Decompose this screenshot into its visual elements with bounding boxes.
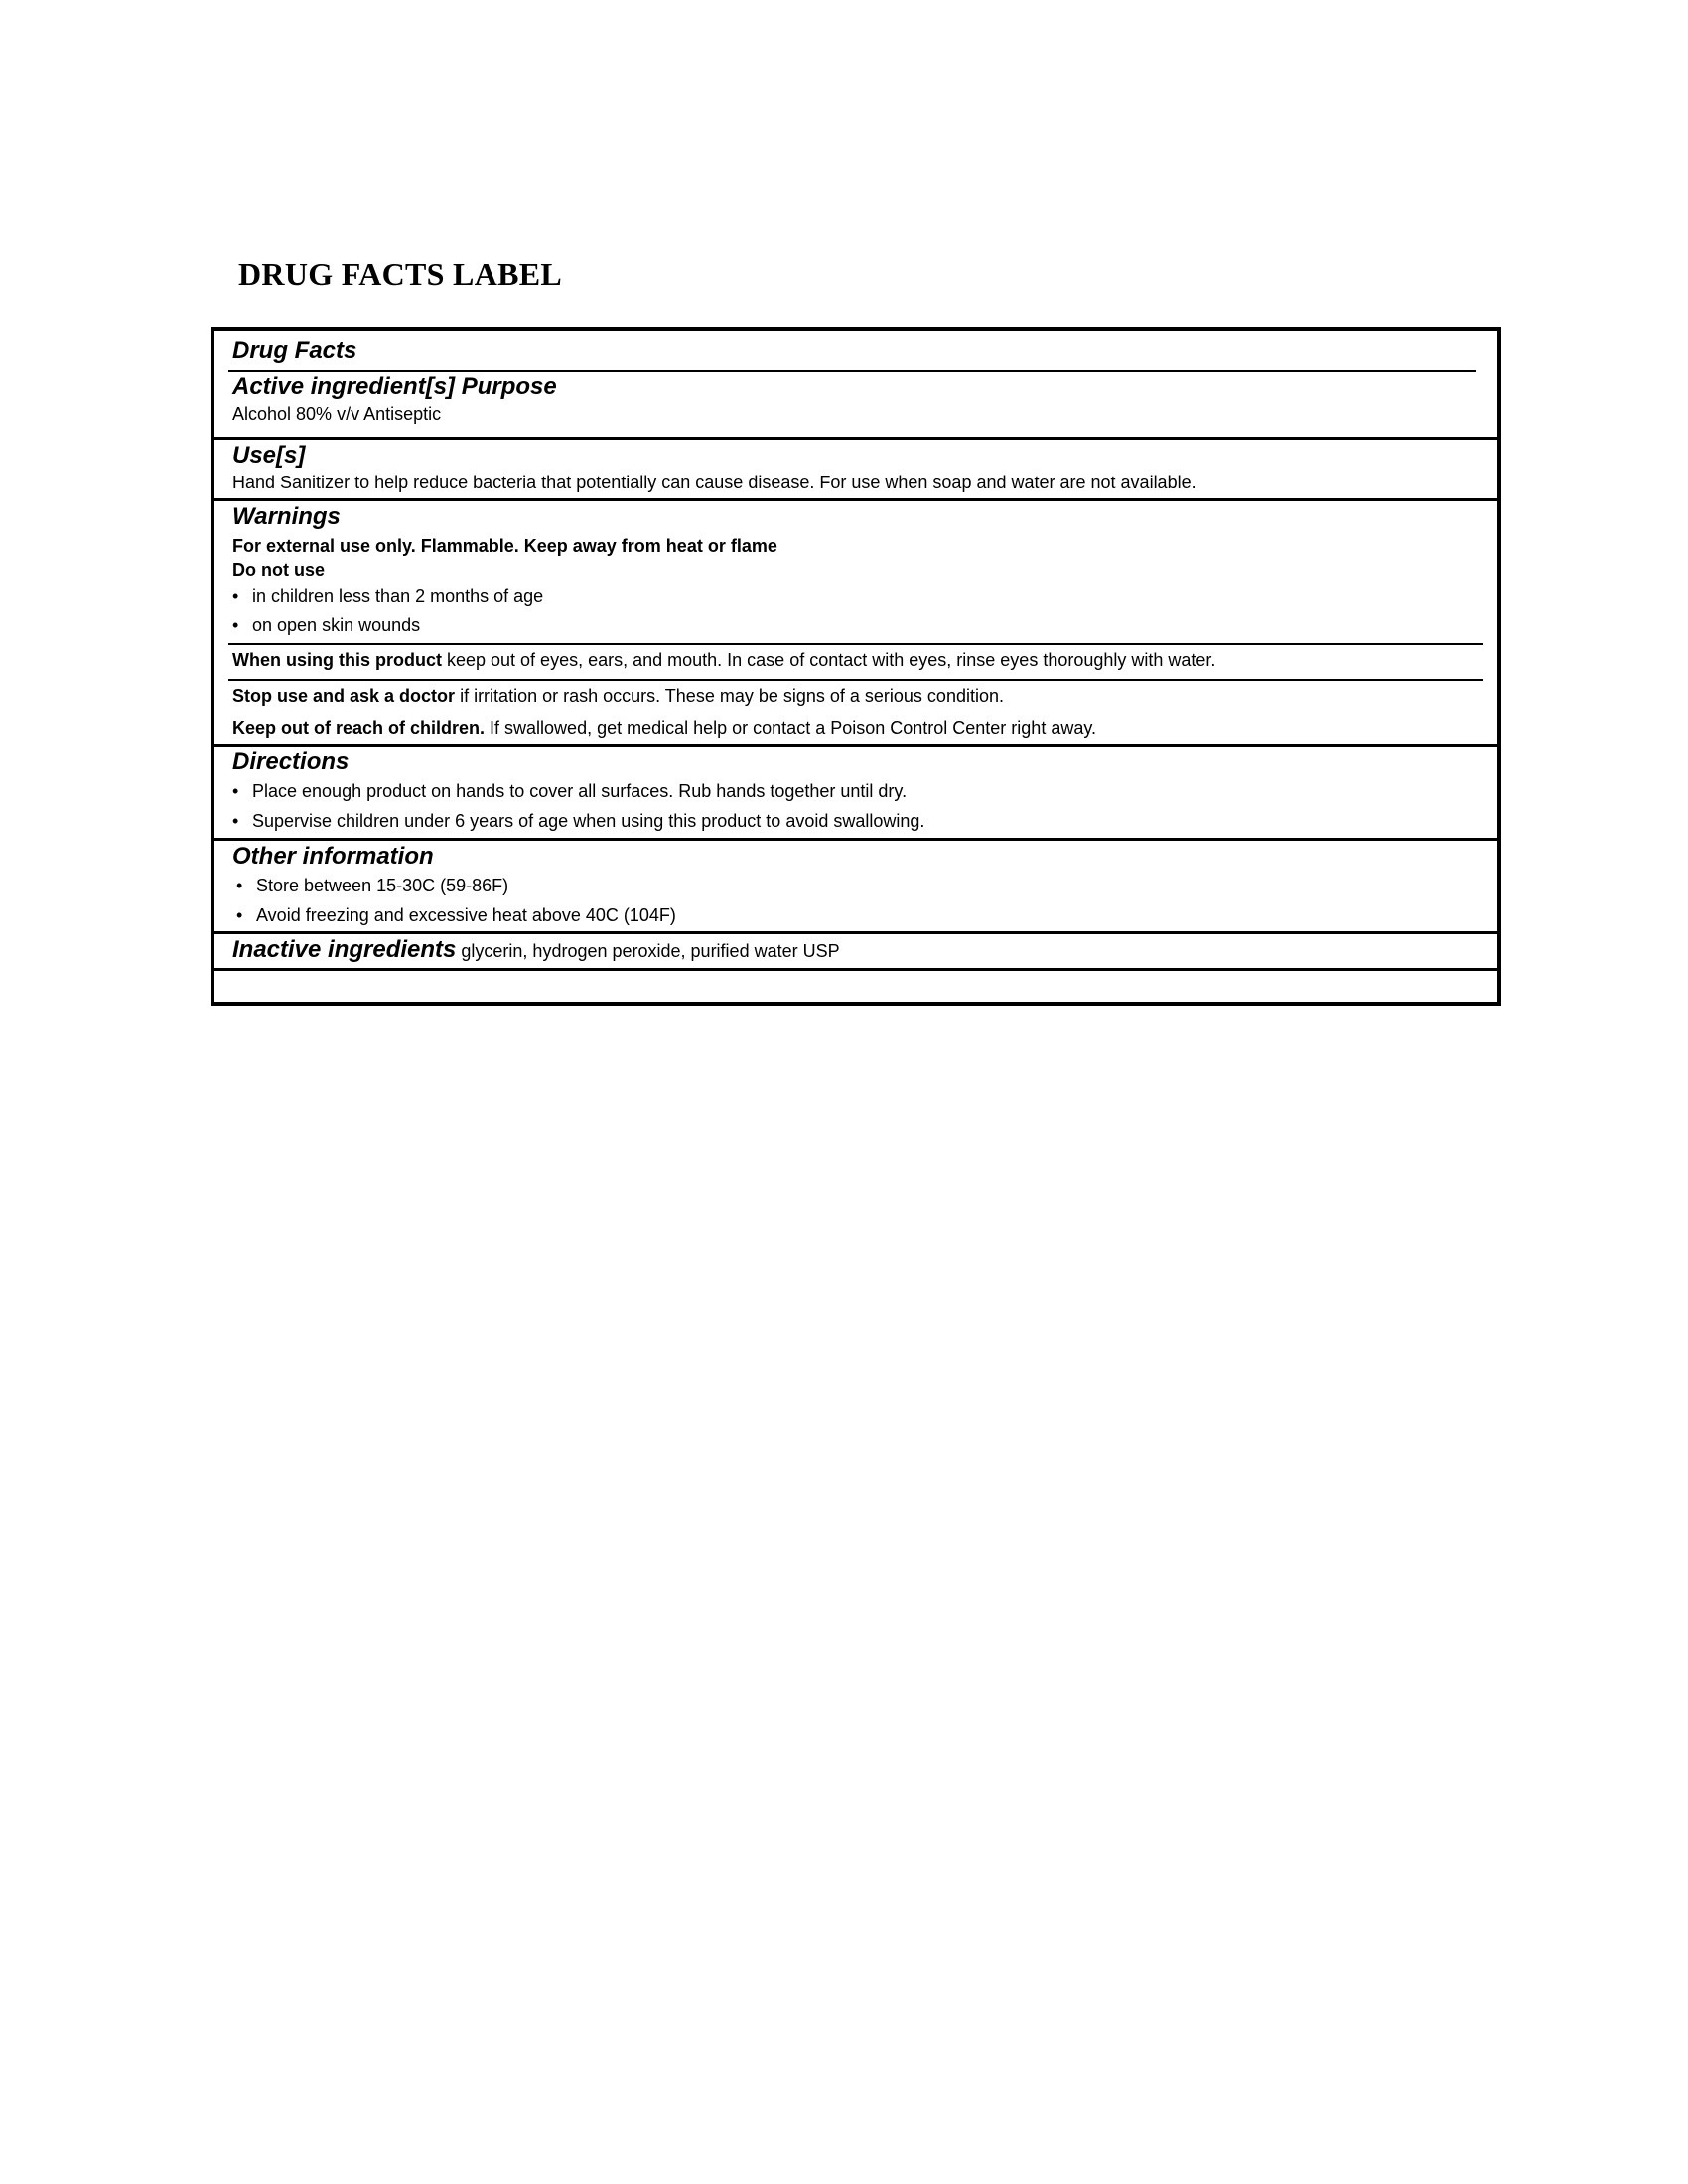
bullet-icon: •: [232, 781, 239, 801]
warnings-rule: [228, 679, 1483, 681]
divider: [214, 498, 1497, 501]
other-information-heading: Other information: [232, 843, 434, 870]
when-using-label: When using this product: [232, 650, 442, 670]
bullet-icon: •: [232, 811, 239, 831]
directions-heading: Directions: [232, 749, 350, 775]
active-ingredient-text: Alcohol 80% v/v Antiseptic: [232, 404, 442, 424]
inactive-ingredients-section: [214, 935, 1497, 966]
keep-out-text: [232, 716, 1479, 740]
when-using-text: [232, 648, 1479, 672]
bullet-text: Place enough product on hands to cover all surfaces. Rub hands together until dry.: [252, 781, 908, 801]
drug-facts-label: [211, 327, 1501, 1006]
stop-use-label: Stop use and ask a doctor: [232, 686, 456, 706]
drug-facts-heading-section: [214, 337, 1497, 366]
document-title: DRUG FACTS LABEL: [238, 256, 563, 292]
other-information-section: [214, 842, 1497, 927]
stop-use-section: [214, 684, 1497, 740]
list-item: [232, 584, 1479, 608]
uses-section: [214, 441, 1497, 494]
bullet-text: in children less than 2 months of age: [252, 586, 544, 606]
bullet-icon: •: [232, 586, 239, 606]
bullet-icon: •: [232, 615, 239, 635]
bullet-icon: •: [236, 905, 243, 925]
inactive-ingredients-text: [232, 935, 1479, 966]
drug-facts-heading: Drug Facts: [232, 338, 357, 364]
inactive-ingredients-heading: Inactive ingredients: [232, 936, 457, 963]
stop-use-body: if irritation or rash occurs. These may be signs of a serious condition.: [455, 686, 1004, 706]
external-use-warning: For external use only. Flammable. Keep away from heat or flame: [232, 536, 777, 556]
bullet-text: on open skin wounds: [252, 615, 421, 635]
bullet-text: Avoid freezing and excessive heat above 40C (104F): [256, 905, 676, 925]
bullet-text: Store between 15-30C (59-86F): [256, 876, 509, 895]
bullet-icon: •: [236, 876, 243, 895]
list-item: [232, 874, 1479, 897]
uses-heading: Use[s]: [232, 442, 306, 469]
divider: [214, 931, 1497, 934]
divider: [214, 437, 1497, 440]
keep-out-body: If swallowed, get medical help or contact a Poison Control Center right away.: [485, 718, 1097, 738]
list-item: [232, 614, 1479, 637]
empty-row: [214, 971, 1497, 1002]
directions-section: [214, 748, 1497, 833]
active-ingredient-section: [214, 372, 1497, 426]
warnings-heading: Warnings: [232, 503, 341, 530]
do-not-use-heading: Do not use: [232, 560, 325, 580]
bullet-text: Supervise children under 6 years of age when using this product to avoid swallowing.: [252, 811, 925, 831]
list-item: [232, 809, 1479, 833]
active-ingredient-heading: Active ingredient[s] Purpose: [232, 373, 557, 400]
divider: [214, 744, 1497, 747]
when-using-section: [214, 648, 1497, 672]
list-item: [232, 779, 1479, 803]
uses-text: Hand Sanitizer to help reduce bacteria that potentially can cause disease. For use when soap and water are not available.: [232, 473, 1196, 492]
inactive-ingredients-body: glycerin, hydrogen peroxide, purified water USP: [456, 941, 840, 961]
divider: [214, 838, 1497, 841]
list-item: [232, 903, 1479, 927]
warnings-section: [214, 502, 1497, 637]
keep-out-label: Keep out of reach of children.: [232, 718, 486, 738]
stop-use-text: [232, 684, 1479, 708]
when-using-body: keep out of eyes, ears, and mouth. In case of contact with eyes, rinse eyes thoroughly with water.: [441, 650, 1216, 670]
warnings-rule: [228, 643, 1483, 645]
